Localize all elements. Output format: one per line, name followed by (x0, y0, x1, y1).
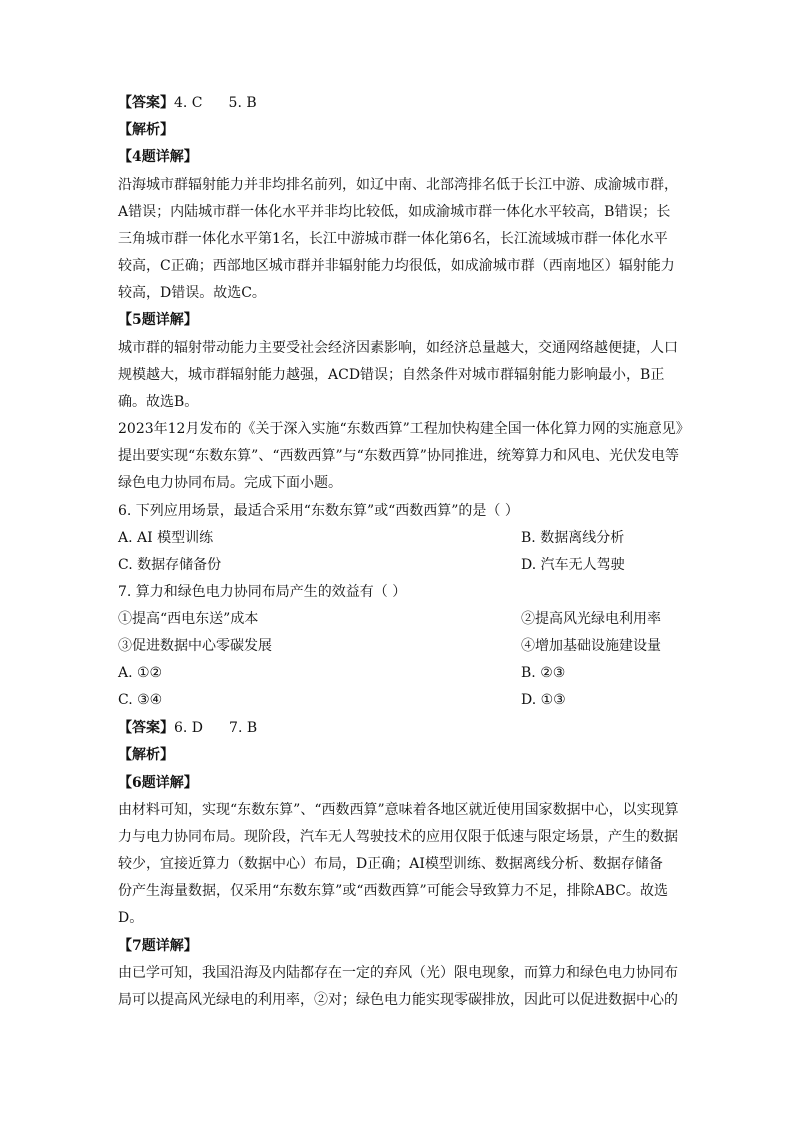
q6-option-a: A. AI 模型训练 (118, 530, 214, 546)
q4-detail-header: 【4题详解】 (118, 149, 198, 165)
q6-option-c: C. 数据存储备份 (118, 557, 222, 573)
q7-item-2: ②提高风光绿电利用率 (521, 611, 661, 627)
q6-option-b: B. 数据离线分析 (521, 530, 625, 546)
q6-options-row-2 (118, 555, 678, 575)
q7-item-4: ④增加基础设施建设量 (521, 638, 661, 654)
q7-item-1: ①提高“西电东送”成本 (118, 611, 259, 627)
material-line: 2023年12月发布的《关于深入实施“东数西算”工程加快构建全国一体化算力网的实施意见》 (118, 421, 690, 437)
q7-text-line: 局可以提高风光绿电的利用率，②对；绿色电力能实现零碳排放，因此可以促进数据中心的 (118, 992, 678, 1008)
q5-text-line: 城市群的辐射带动能力主要受社会经济因素影响，如经济总量越大，交通网络越便捷，人口 (118, 340, 678, 356)
answer-line-4-5 (118, 93, 678, 113)
q7-detail-header: 【7题详解】 (118, 938, 198, 954)
q6-text-line: 由材料可知，实现“东数东算”、“西数西算”意味着各地区就近使用国家数据中心，以实现算 (118, 802, 679, 818)
q7-option-b: B. ②③ (521, 665, 566, 681)
q4-text-line: 较高，D错误。故选C。 (118, 285, 266, 301)
q7-option-c: C. ③④ (118, 692, 163, 708)
analysis-label: 【解析】 (118, 747, 174, 763)
answer-4: 4. C (174, 95, 203, 111)
answer-line-6-7 (118, 718, 678, 738)
q7-items-row-2 (118, 636, 678, 656)
q7-text-line: 由已学可知，我国沿海及内陆都存在一定的弃风（光）限电现象，而算力和绿色电力协同布 (118, 965, 678, 981)
q6-stem: 6. 下列应用场景，最适合采用“东数东算”或“西数西算”的是（ ） (118, 503, 519, 519)
q6-text-line: D。 (118, 910, 144, 926)
q4-text-line: 沿海城市群辐射能力并非均排名前列，如辽中南、北部湾排名低于长江中游、成渝城市群， (118, 177, 678, 193)
q6-text-line: 份产生海量数据，仅采用“东数东算”或“西数西算”可能会导致算力不足，排除ABC。故选 (118, 883, 668, 899)
q4-text-line: 较高，C正确；西部地区城市群并非辐射能力均很低，如成渝城市群（西南地区）辐射能力 (118, 258, 675, 274)
answer-label: 【答案】 (118, 720, 174, 736)
q6-options-row-1 (118, 528, 678, 548)
analysis-label: 【解析】 (118, 122, 174, 138)
q6-option-d: D. 汽车无人驾驶 (521, 557, 625, 573)
q4-text-line: 三角城市群一体化水平第1名，长江中游城市群一体化第6名，长江流域城市群一体化水平 (118, 231, 668, 247)
q6-text-line: 较少，宜接近算力（数据中心）布局，D正确；AI模型训练、数据离线分析、数据存储备 (118, 856, 663, 872)
q7-items-row-1 (118, 609, 678, 629)
q5-text-line: 规模越大，城市群辐射能力越强，ACD错误；自然条件对城市群辐射能力影响最小，B正 (118, 367, 665, 383)
q4-text-line: A错误；内陆城市群一体化水平并非均比较低，如成渝城市群一体化水平较高，B错误；长 (118, 204, 671, 220)
q5-text-line: 确。故选B。 (118, 394, 199, 410)
q7-option-d: D. ①③ (521, 692, 566, 708)
answer-7: 7. B (229, 720, 258, 736)
q6-detail-header: 【6题详解】 (118, 775, 198, 791)
material-line: 提出要实现“东数东算”、“西数西算”与“东数西算”协同推进，统筹算力和风电、光伏发电等 (118, 448, 679, 464)
q7-item-3: ③促进数据中心零碳发展 (118, 638, 272, 654)
q6-text-line: 力与电力协同布局。现阶段，汽车无人驾驶技术的应用仅限于低速与限定场景，产生的数据 (118, 829, 678, 845)
q7-option-a: A. ①② (118, 665, 163, 681)
answer-label: 【答案】 (118, 95, 174, 111)
material-line: 绿色电力协同布局。完成下面小题。 (118, 475, 342, 491)
q7-stem: 7. 算力和绿色电力协同布局产生的效益有（ ） (118, 584, 407, 600)
q7-options-row-1 (118, 663, 678, 683)
q7-options-row-2 (118, 690, 678, 710)
q5-detail-header: 【5题详解】 (118, 312, 198, 328)
answer-6: 6. D (174, 720, 204, 736)
answer-5: 5. B (228, 95, 257, 111)
